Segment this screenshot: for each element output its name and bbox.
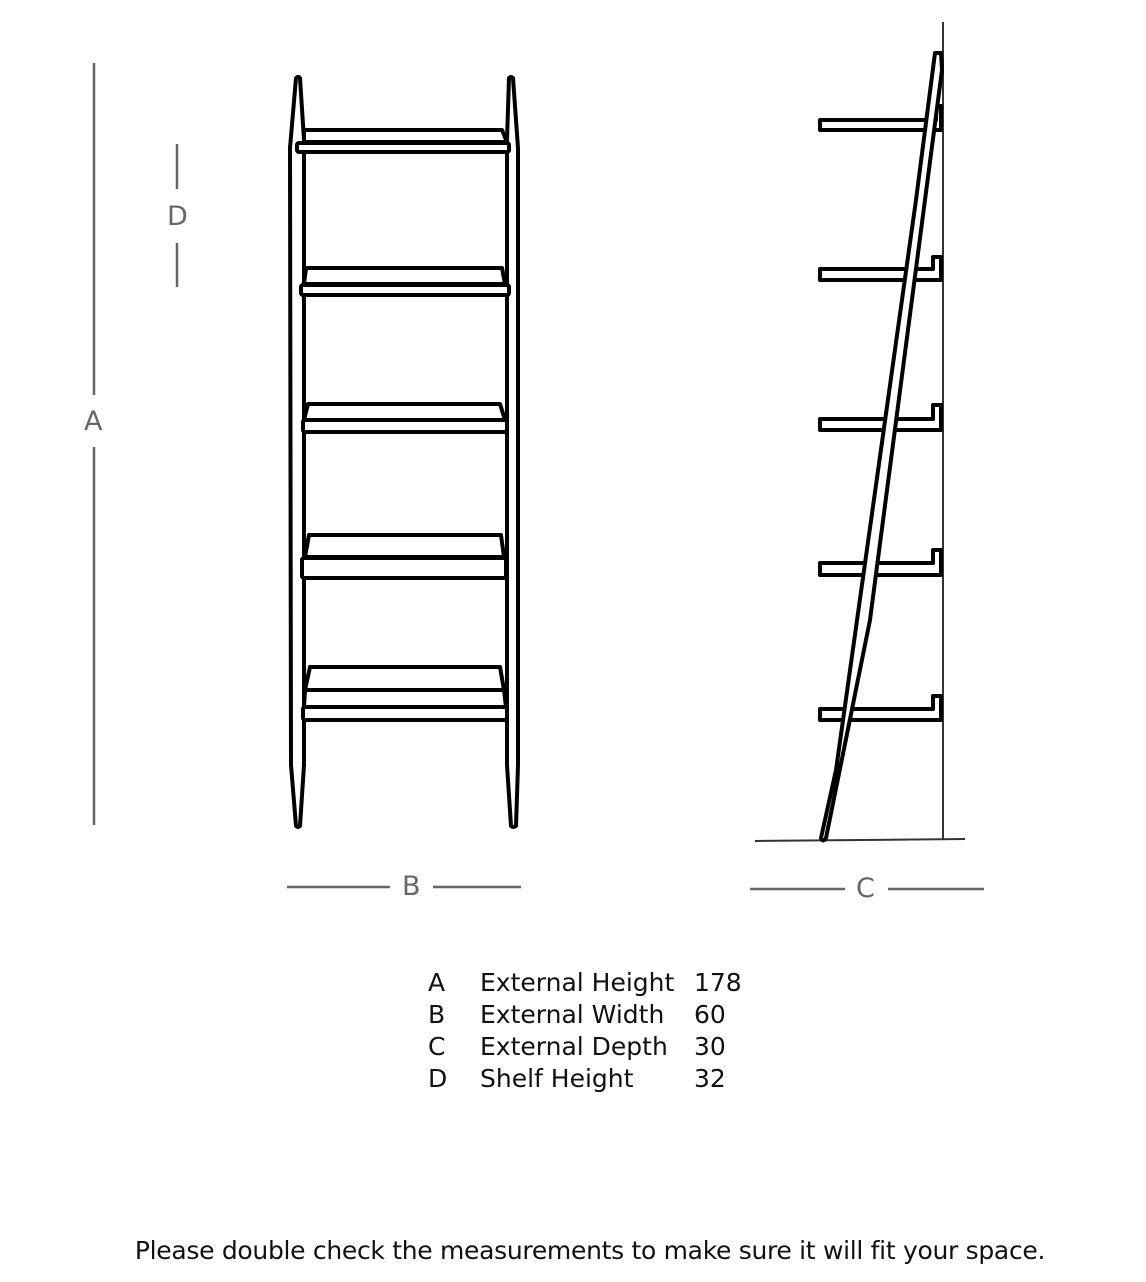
spec-key: B	[428, 999, 446, 1029]
spec-row-b	[428, 998, 754, 1030]
spec-key: D	[428, 1063, 448, 1093]
spec-key: A	[428, 967, 446, 997]
spec-value: 32	[694, 1063, 726, 1093]
side-view	[755, 22, 965, 841]
spec-value: 30	[694, 1031, 726, 1061]
spec-row-a	[428, 966, 754, 998]
front-view	[290, 77, 518, 827]
floor-line	[755, 839, 965, 841]
spec-row-d	[428, 1062, 754, 1094]
dim-label-c: C	[856, 873, 875, 904]
spec-name: Shelf Height	[480, 1063, 634, 1093]
front-shelf-4-board	[302, 558, 506, 578]
spec-table	[428, 966, 754, 1094]
side-shelf-2	[820, 257, 941, 280]
side-shelf-5	[820, 696, 941, 720]
spec-row-c	[428, 1030, 754, 1062]
front-shelf-5-lip	[305, 667, 504, 690]
spec-value: 60	[694, 999, 726, 1029]
front-shelf-3-lip	[304, 404, 505, 420]
front-shelf-5-board	[303, 707, 507, 720]
front-shelf-2-board	[301, 285, 509, 295]
front-shelf-1-board	[297, 143, 509, 152]
spec-name: External Width	[480, 999, 665, 1029]
dimension-lines	[94, 63, 984, 889]
footer-note: Please double check the measurements to make sure it will fit your space.	[134, 1236, 1046, 1265]
side-shelf-3	[820, 405, 941, 430]
front-shelf-1-lip	[304, 130, 507, 142]
side-shelf-1	[820, 106, 941, 130]
dim-label-d: D	[167, 201, 188, 232]
spec-name: External Depth	[480, 1031, 668, 1061]
front-shelf-3-board	[303, 420, 507, 432]
side-leaning-leg	[821, 53, 942, 841]
spec-key: C	[428, 1031, 446, 1061]
dim-label-b: B	[402, 871, 421, 902]
front-shelf-4-lip	[305, 535, 504, 557]
dim-label-a: A	[84, 406, 103, 437]
spec-value: 178	[694, 967, 742, 997]
spec-name: External Height	[480, 967, 675, 997]
front-shelf-2-lip	[304, 268, 505, 284]
